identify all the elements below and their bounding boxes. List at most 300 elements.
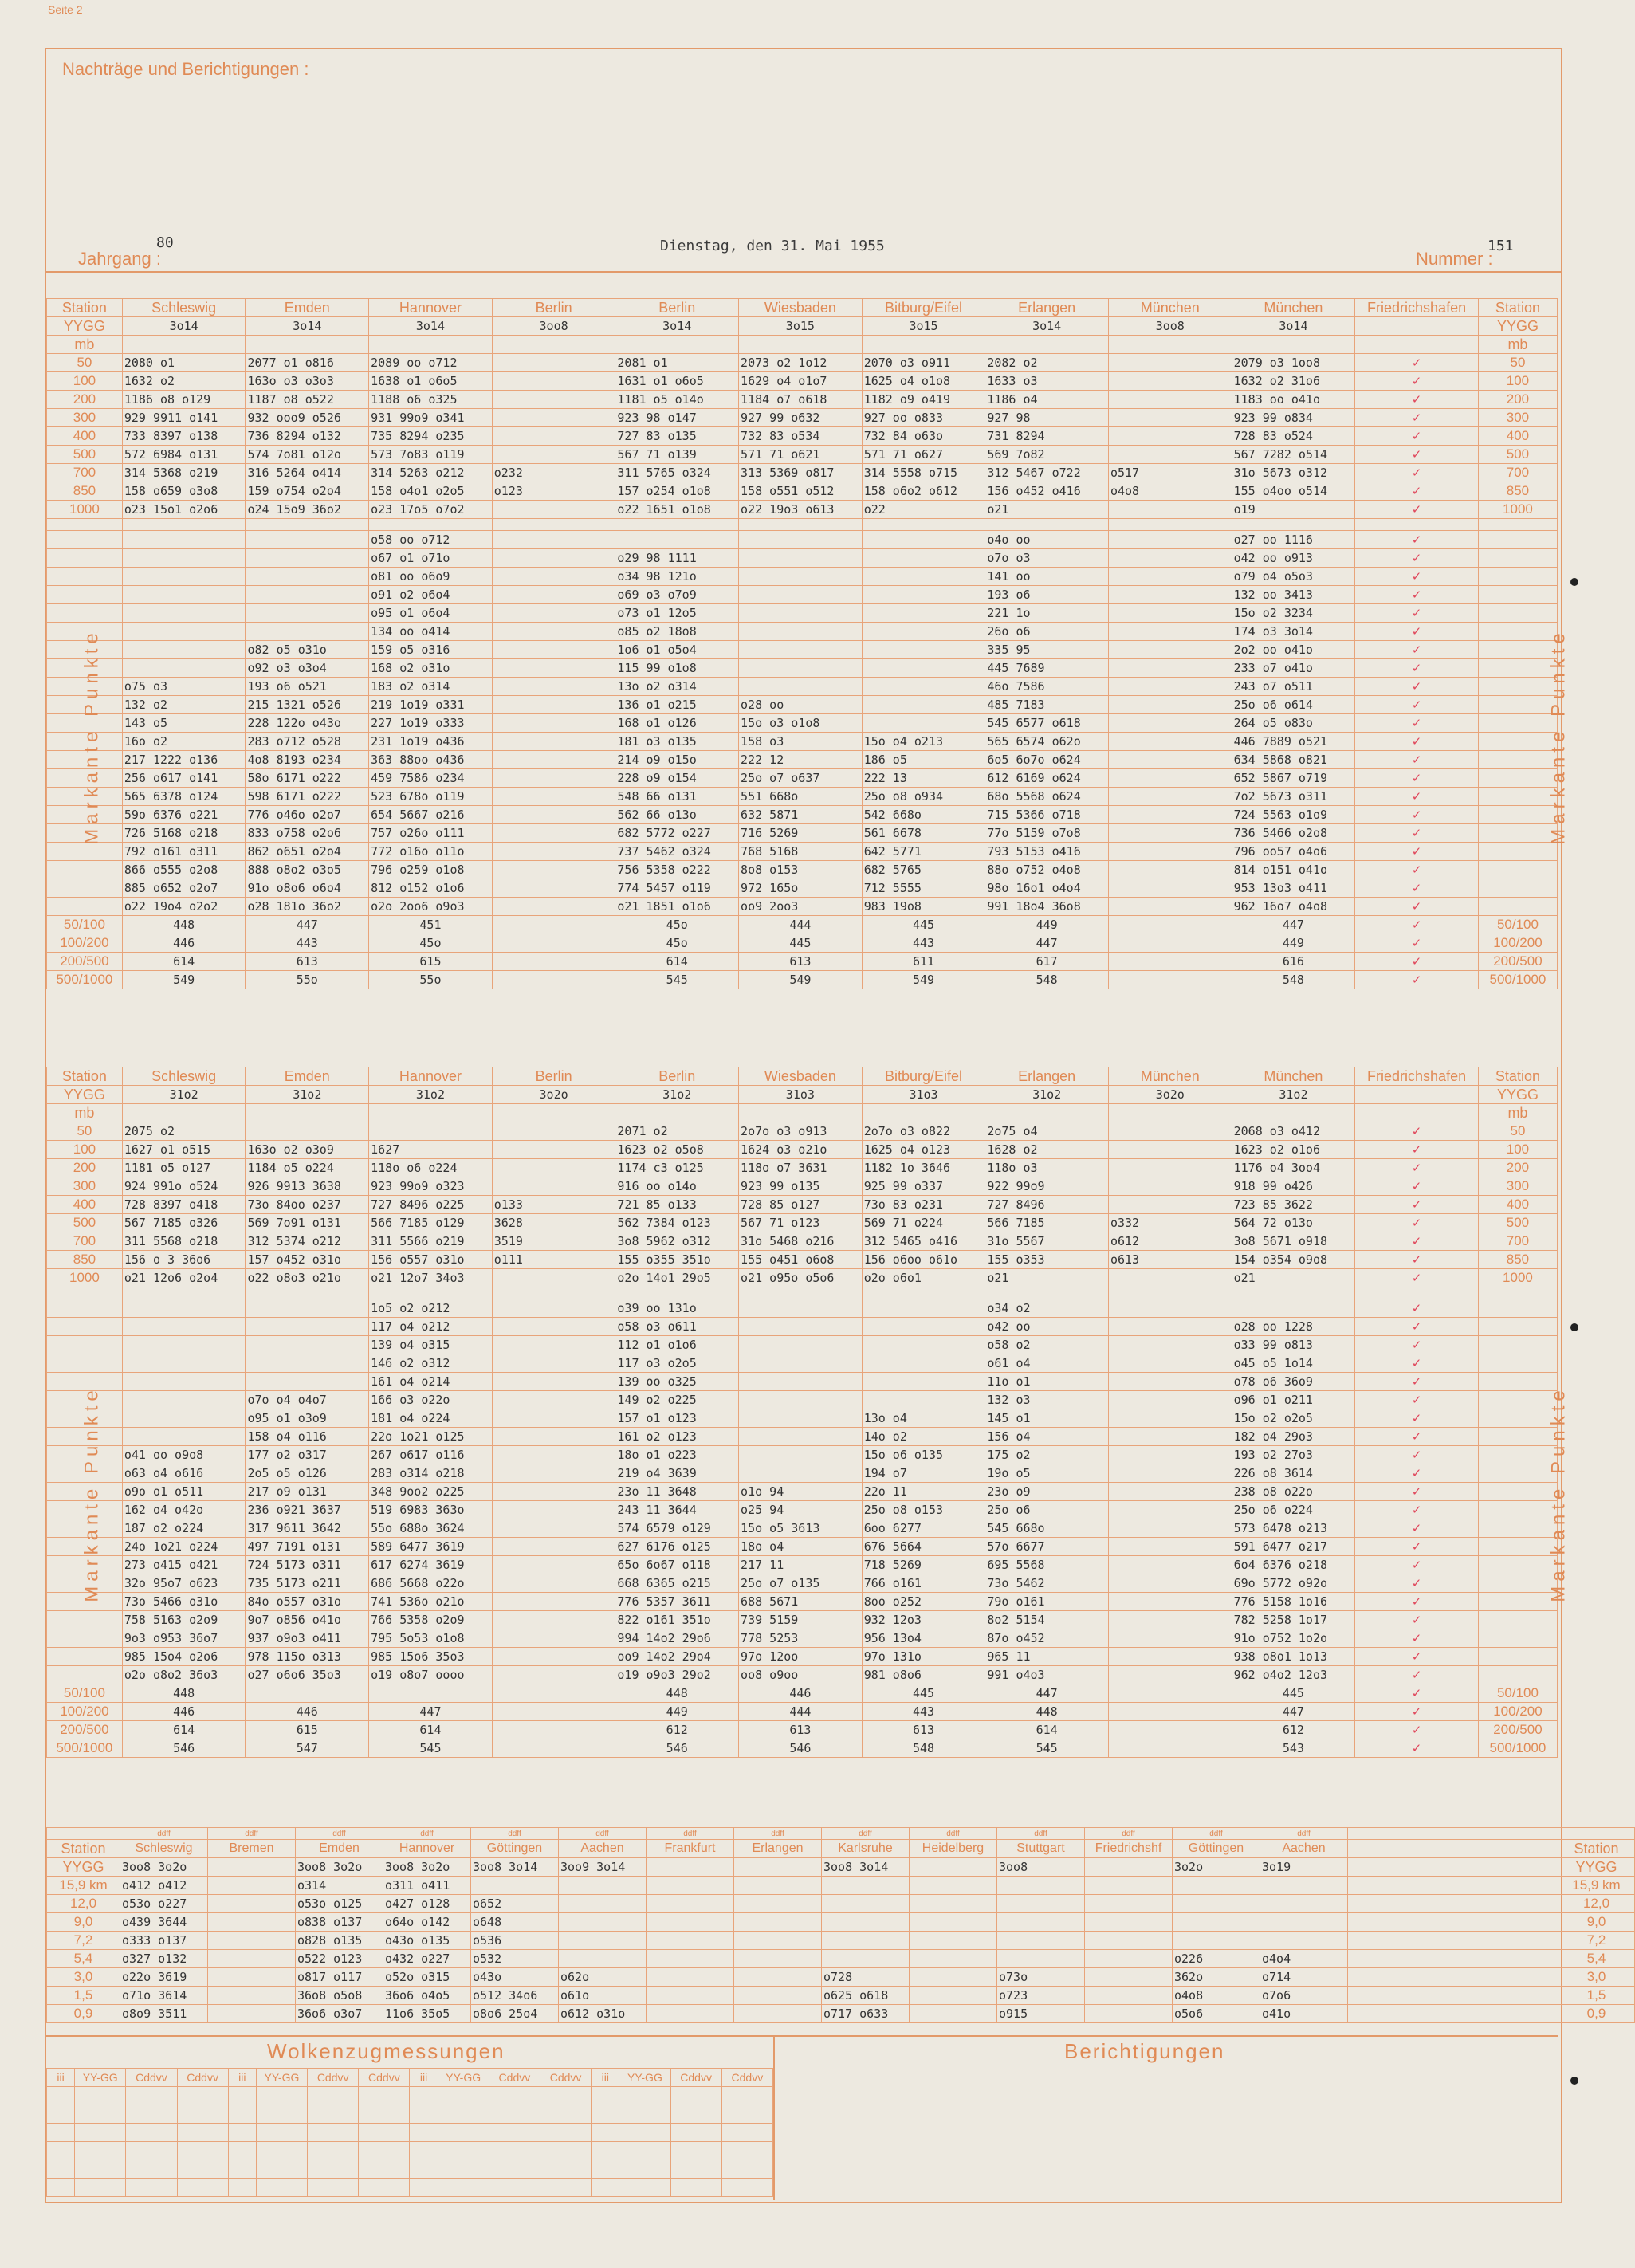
wolken-cell (438, 2087, 489, 2105)
b2-mb-row (47, 1104, 1558, 1122)
check-mark: ✓ (1355, 464, 1479, 482)
station-name: Hannover (369, 299, 493, 317)
subheader-cell (122, 336, 246, 354)
subheader-cell (1232, 1104, 1355, 1122)
upper-air-table-2 (46, 1067, 1558, 1758)
wind-cell (734, 1950, 822, 1968)
subheader-cell (739, 1104, 863, 1122)
level-label: 700 (47, 464, 123, 482)
layer-cell: 615 (369, 953, 493, 971)
markante-cell (492, 678, 615, 696)
wolken-cell (359, 2124, 410, 2142)
wolken-cell (489, 2179, 540, 2197)
level-label-right: 700 (1478, 1232, 1557, 1251)
markante-cell: 741 536o o21o (369, 1593, 493, 1611)
markante-cell: o7o o3 (985, 549, 1109, 568)
markante-label-right-1: Markante Punkte (1547, 628, 1570, 845)
wind-cell: o427 o128 (383, 1895, 471, 1913)
markante-cell: 214 o9 o15o (615, 751, 739, 769)
data-cell: o21 12o6 o2o4 (122, 1269, 246, 1287)
wind-cell (1173, 1895, 1260, 1913)
wolken-cell (540, 2179, 592, 2197)
markante-cell: o39 oo 131o (615, 1299, 739, 1318)
data-cell: 1632 o2 31o6 (1232, 372, 1355, 391)
wind-cell (822, 1950, 910, 1968)
wolken-cell (308, 2124, 359, 2142)
markante-cell: 598 6171 o222 (246, 788, 369, 806)
punch-hole-2 (1570, 1323, 1578, 1331)
markante-cell: 145 o1 (985, 1409, 1109, 1428)
markante-cell: 1o5 o2 o212 (369, 1299, 493, 1318)
layer-cell: 448 (985, 1703, 1109, 1721)
b1-markante-row (47, 678, 1558, 696)
wind-cell: o327 o132 (120, 1950, 208, 1968)
layer-cell: 443 (862, 1703, 985, 1721)
markante-cell: o63 o4 o616 (122, 1464, 246, 1483)
wind-cell (997, 1932, 1085, 1950)
mb-label-right: mb (1478, 336, 1557, 354)
markante-cell: 65o 6o67 o118 (615, 1556, 739, 1574)
data-cell: 2075 o2 (122, 1122, 246, 1141)
layer-cell: 444 (739, 1703, 863, 1721)
data-cell (492, 354, 615, 372)
data-cell (1108, 372, 1232, 391)
wolken-cell (592, 2087, 619, 2105)
markante-cell: 273 o415 o421 (122, 1556, 246, 1574)
wind-cell (208, 2005, 296, 2023)
markante-cell (492, 1648, 615, 1666)
b2-layer-row (47, 1721, 1558, 1739)
side-cell (47, 1666, 123, 1684)
data-cell: 566 7185 (985, 1214, 1109, 1232)
wind-cell (1085, 1932, 1173, 1950)
wolken-cell (438, 2105, 489, 2124)
markante-cell (739, 1318, 863, 1336)
level-label: 1000 (47, 501, 123, 519)
wolken-row (47, 2160, 773, 2179)
markante-cell (1108, 586, 1232, 604)
data-cell: 728 8397 o418 (122, 1196, 246, 1214)
markante-cell: 573 6478 o213 (1232, 1519, 1355, 1538)
markante-cell (739, 604, 863, 623)
wind-cell (1173, 1932, 1260, 1950)
markante-cell: o34 o2 (985, 1299, 1109, 1318)
markante-cell (122, 1299, 246, 1318)
subheader-cell (246, 336, 369, 354)
side-cell (1478, 733, 1557, 751)
side-cell (1478, 714, 1557, 733)
markante-cell: o33 99 o813 (1232, 1336, 1355, 1354)
markante-cell: 15o o6 o135 (862, 1446, 985, 1464)
check-mark: ✓ (1355, 1299, 1479, 1318)
markante-cell (739, 1409, 863, 1428)
spacer-cell (492, 1287, 615, 1299)
data-cell: 923 98 o147 (615, 409, 739, 427)
markante-cell (739, 568, 863, 586)
markante-cell: 965 11 (985, 1648, 1109, 1666)
markante-cell: 8o2 5154 (985, 1611, 1109, 1629)
markante-cell: 634 5868 o821 (1232, 751, 1355, 769)
markante-label-left-1: Markante Punkte (81, 628, 103, 845)
wolken-cell (228, 2087, 256, 2105)
b1-markante-row (47, 806, 1558, 824)
b1-markante-row (47, 568, 1558, 586)
markante-cell (492, 1446, 615, 1464)
markante-cell: 793 5153 o416 (985, 843, 1109, 861)
station-name: Emden (246, 1067, 369, 1086)
wolken-cell (619, 2142, 670, 2160)
subheader-cell (246, 1104, 369, 1122)
side-cell (47, 568, 123, 586)
data-cell: 158 o4o1 o2o5 (369, 482, 493, 501)
side-cell (1478, 1611, 1557, 1629)
markante-cell: 14o o2 (862, 1428, 985, 1446)
markante-cell: o75 o3 (122, 678, 246, 696)
sub-ddff: ddff (734, 1828, 822, 1840)
spacer-cell (862, 519, 985, 531)
markante-cell: 243 o7 o511 (1232, 678, 1355, 696)
spacer-cell (862, 1287, 985, 1299)
markante-cell (1108, 1648, 1232, 1666)
side-cell (1478, 659, 1557, 678)
markante-cell (1108, 1611, 1232, 1629)
data-cell: 3o8 5671 o918 (1232, 1232, 1355, 1251)
wind-cell: o828 o135 (296, 1932, 383, 1950)
markante-cell: 6o5 6o7o o624 (985, 751, 1109, 769)
b2-yygg-row (47, 1086, 1558, 1104)
markante-cell (862, 1373, 985, 1391)
b2-layer-row (47, 1684, 1558, 1703)
wolken-cell (721, 2160, 772, 2179)
yygg-value: 3o2o (1108, 1086, 1232, 1104)
markante-cell: 115 99 o1o8 (615, 659, 739, 678)
markante-cell (739, 1336, 863, 1354)
markante-cell (1108, 1666, 1232, 1684)
b1-level-row (47, 372, 1558, 391)
markante-cell: 8oo o252 (862, 1593, 985, 1611)
wind-cell: o817 o117 (296, 1968, 383, 1987)
markante-cell (1108, 769, 1232, 788)
data-cell: 1181 o5 o127 (122, 1159, 246, 1177)
wolken-cell (592, 2124, 619, 2142)
markante-cell (492, 641, 615, 659)
spacer-cell (615, 519, 739, 531)
side-cell (1478, 1336, 1557, 1354)
level-label-right: 100 (1478, 1141, 1557, 1159)
upper-air-table-1 (46, 298, 1558, 989)
data-cell: o517 (1108, 464, 1232, 482)
station-label-right: Station (1558, 1840, 1635, 1858)
markante-cell: 98o 16o1 o4o4 (985, 879, 1109, 898)
yygg-value: 3oo8 3o2o (383, 1858, 471, 1877)
data-cell: 1186 o8 o129 (122, 391, 246, 409)
markante-cell: 991 18o4 36o8 (985, 898, 1109, 916)
check-mark: ✓ (1355, 409, 1479, 427)
b1-yygg-row (47, 317, 1558, 336)
data-cell: 158 o551 o512 (739, 482, 863, 501)
markante-cell (1108, 1373, 1232, 1391)
b1-level-row (47, 409, 1558, 427)
data-cell: 3628 (492, 1214, 615, 1232)
yygg-value: 3o14 (1232, 317, 1355, 336)
markante-cell (492, 1519, 615, 1538)
data-cell: 155 o355 351o (615, 1251, 739, 1269)
data-cell: 2o7o o3 o822 (862, 1122, 985, 1141)
station-label: Station (47, 1840, 120, 1858)
side-cell (1478, 861, 1557, 879)
markante-cell: 574 6579 o129 (615, 1519, 739, 1538)
wind-cell (208, 1950, 296, 1968)
markante-cell: 117 o4 o212 (369, 1318, 493, 1336)
spacer-cell (47, 519, 123, 531)
markante-cell (862, 678, 985, 696)
markante-cell: 168 o1 o126 (615, 714, 739, 733)
markante-cell: o58 oo o712 (369, 531, 493, 549)
markante-cell: 776 5357 3611 (615, 1593, 739, 1611)
b2-layer-row (47, 1703, 1558, 1721)
layer-cell: 545 (369, 1739, 493, 1758)
b1-markante-row (47, 586, 1558, 604)
data-cell: o22 19o3 o613 (739, 501, 863, 519)
markante-cell (492, 806, 615, 824)
side-cell (1478, 898, 1557, 916)
yygg-value: 3oo8 (997, 1858, 1085, 1877)
markante-cell (862, 623, 985, 641)
wolken-cell (410, 2087, 438, 2105)
markante-cell: 58o 6171 o222 (246, 769, 369, 788)
check-mark: ✓ (1355, 1519, 1479, 1538)
wind-cell (997, 1895, 1085, 1913)
markante-cell: o4o oo (985, 531, 1109, 549)
b2-markante-row (47, 1483, 1558, 1501)
data-cell (1108, 446, 1232, 464)
markante-cell: 497 7191 o131 (246, 1538, 369, 1556)
data-cell: o21 (1232, 1269, 1355, 1287)
wind-cell (734, 1932, 822, 1950)
check-mark: ✓ (1355, 1177, 1479, 1196)
yygg-value: 3oo8 (492, 317, 615, 336)
markante-cell (492, 769, 615, 788)
wind-cell (910, 1913, 997, 1932)
yygg-label-right: YYGG (1478, 317, 1557, 336)
markante-cell: 228 122o o43o (246, 714, 369, 733)
markante-cell: 25o o6 (985, 1501, 1109, 1519)
spacer-row (47, 519, 1558, 531)
markante-cell: 983 19o8 (862, 898, 985, 916)
wolken-cell (438, 2142, 489, 2160)
markante-cell: 283 o314 o218 (369, 1464, 493, 1483)
subheader-cell (1108, 1104, 1232, 1122)
markante-cell: 866 o555 o2o8 (122, 861, 246, 879)
station-name: Karlsruhe (822, 1840, 910, 1858)
data-cell: 155 o451 o6o8 (739, 1251, 863, 1269)
markante-cell: 776 5158 1o16 (1232, 1593, 1355, 1611)
station-name: Hannover (369, 1067, 493, 1086)
markante-cell: 978 115o o313 (246, 1648, 369, 1666)
data-cell: 922 99o9 (985, 1177, 1109, 1196)
wolken-cell (489, 2160, 540, 2179)
b2-layer-row (47, 1739, 1558, 1758)
markante-cell: 9o3 o953 36o7 (122, 1629, 246, 1648)
markante-cell (492, 1593, 615, 1611)
wolken-cell (75, 2160, 126, 2179)
punch-hole-3 (1570, 2077, 1578, 2085)
data-cell: 567 71 o123 (739, 1214, 863, 1232)
layer-cell: 45o (615, 934, 739, 953)
data-cell: 158 o659 o3o8 (122, 482, 246, 501)
markante-cell: 139 oo o325 (615, 1373, 739, 1391)
markante-cell: 822 o161 351o (615, 1611, 739, 1629)
yygg-value: 3o14 (246, 317, 369, 336)
subheader-cell (122, 1104, 246, 1122)
side-cell (1478, 751, 1557, 769)
data-cell: 923 99 o834 (1232, 409, 1355, 427)
markante-cell (492, 1373, 615, 1391)
markante-cell (615, 531, 739, 549)
markante-cell: 69o 5772 o92o (1232, 1574, 1355, 1593)
subheader-cell (492, 1104, 615, 1122)
data-cell: 1186 o4 (985, 391, 1109, 409)
station-name: Göttingen (1173, 1840, 1260, 1858)
station-name: München (1232, 1067, 1355, 1086)
data-cell: o4o8 (1108, 482, 1232, 501)
wolken-cell (670, 2179, 721, 2197)
markante-cell (1108, 788, 1232, 806)
data-cell (1108, 427, 1232, 446)
layer-cell: 613 (739, 1721, 863, 1739)
markante-cell: 32o 95o7 o623 (122, 1574, 246, 1593)
markante-cell (1108, 1428, 1232, 1446)
side-cell (1478, 1391, 1557, 1409)
wind-cell: o41o (1260, 2005, 1348, 2023)
wolken-row (47, 2087, 773, 2105)
wolken-cell (256, 2179, 307, 2197)
wolken-cell (410, 2160, 438, 2179)
b1-markante-row (47, 714, 1558, 733)
markante-cell: 736 5466 o2o8 (1232, 824, 1355, 843)
markante-cell (122, 531, 246, 549)
wind-cell (647, 1913, 734, 1932)
markante-cell: 2o2 oo o41o (1232, 641, 1355, 659)
markante-cell: 972 165o (739, 879, 863, 898)
markante-cell: 545 668o (985, 1519, 1109, 1538)
markante-cell (122, 586, 246, 604)
check-mark: ✓ (1355, 879, 1479, 898)
data-cell: 1631 o1 o6o5 (615, 372, 739, 391)
markante-cell: 73o 5466 o31o (122, 1593, 246, 1611)
height-label: 9,0 (47, 1913, 120, 1932)
wolken-cell (619, 2160, 670, 2179)
b2-markante-row (47, 1501, 1558, 1519)
station-name: Friedrichshafen (1355, 299, 1479, 317)
wolken-cell (670, 2142, 721, 2160)
markante-cell (1108, 824, 1232, 843)
level-label-right: 400 (1478, 427, 1557, 446)
layer-cell: 447 (369, 1703, 493, 1721)
wolken-cell (670, 2087, 721, 2105)
wolken-cell (177, 2087, 228, 2105)
markante-cell (492, 861, 615, 879)
markante-cell: 668 6365 o215 (615, 1574, 739, 1593)
data-cell: o23 15o1 o2o6 (122, 501, 246, 519)
markante-cell: 59o 6376 o221 (122, 806, 246, 824)
b2-markante-row (47, 1629, 1558, 1648)
markante-label-right-2: Markante Punkte (1547, 1386, 1570, 1602)
layer-cell: 546 (739, 1739, 863, 1758)
wolken-cell (228, 2179, 256, 2197)
wolken-cell (410, 2124, 438, 2142)
station-label-right: Station (1478, 299, 1557, 317)
markante-cell: 778 5253 (739, 1629, 863, 1648)
wind-cell: o73o (997, 1968, 1085, 1987)
markante-cell: 136 o1 o215 (615, 696, 739, 714)
b2-level-row (47, 1251, 1558, 1269)
wind-cell (1260, 1932, 1348, 1950)
layer-cell (1108, 1684, 1232, 1703)
wind-cell (471, 1877, 559, 1895)
level-label-right: 500 (1478, 1214, 1557, 1232)
wolken-cell (592, 2179, 619, 2197)
markante-cell (492, 549, 615, 568)
markante-cell (1108, 1354, 1232, 1373)
station-name: Erlangen (734, 1840, 822, 1858)
sub-ddff: ddff (383, 1828, 471, 1840)
side-cell (1478, 1519, 1557, 1538)
wolken-row (47, 2179, 773, 2197)
level-label: 500 (47, 446, 123, 464)
markante-cell: o2o o8o2 36o3 (122, 1666, 246, 1684)
wolken-cell (721, 2087, 772, 2105)
markante-cell: 627 6176 o125 (615, 1538, 739, 1556)
check-mark: ✓ (1355, 1251, 1479, 1269)
level-label-right: 50 (1478, 354, 1557, 372)
yygg-value: 31o2 (369, 1086, 493, 1104)
markante-cell: 8o8 o153 (739, 861, 863, 879)
yygg-value: 3oo8 (1108, 317, 1232, 336)
b3-height-row (47, 1968, 1635, 1987)
markante-cell (1108, 1593, 1232, 1611)
markante-cell: o58 o3 o611 (615, 1318, 739, 1336)
markante-cell: o27 oo 1116 (1232, 531, 1355, 549)
data-cell (1108, 391, 1232, 409)
check-mark: ✓ (1355, 1122, 1479, 1141)
markante-cell (246, 623, 369, 641)
yygg-label: YYGG (47, 1086, 123, 1104)
blank (1348, 1950, 1558, 1968)
station-name: Schleswig (120, 1840, 208, 1858)
wolken-header: Cddvv (359, 2069, 410, 2087)
level-label-right: 500 (1478, 446, 1557, 464)
data-cell: 312 5467 o722 (985, 464, 1109, 482)
markante-cell: 814 o151 o41o (1232, 861, 1355, 879)
wind-cell: o226 (1173, 1950, 1260, 1968)
check-mark: ✓ (1355, 1501, 1479, 1519)
b2-markante-row (47, 1611, 1558, 1629)
layer-cell (492, 1703, 615, 1721)
yygg-value: 3o14 (615, 317, 739, 336)
b1-level-row (47, 446, 1558, 464)
layer-cell: 613 (739, 953, 863, 971)
layer-label-right: 100/200 (1478, 1703, 1557, 1721)
data-cell: 923 99o9 o323 (369, 1177, 493, 1196)
markante-cell (122, 1373, 246, 1391)
data-cell: 926 9913 3638 (246, 1177, 369, 1196)
data-cell: 1184 o7 o618 (739, 391, 863, 409)
wind-cell: 36o6 o4o5 (383, 1987, 471, 2005)
wolken-header: Cddvv (177, 2069, 228, 2087)
data-cell: 156 o6oo o61o (862, 1251, 985, 1269)
check-mark: ✓ (1355, 1721, 1479, 1739)
